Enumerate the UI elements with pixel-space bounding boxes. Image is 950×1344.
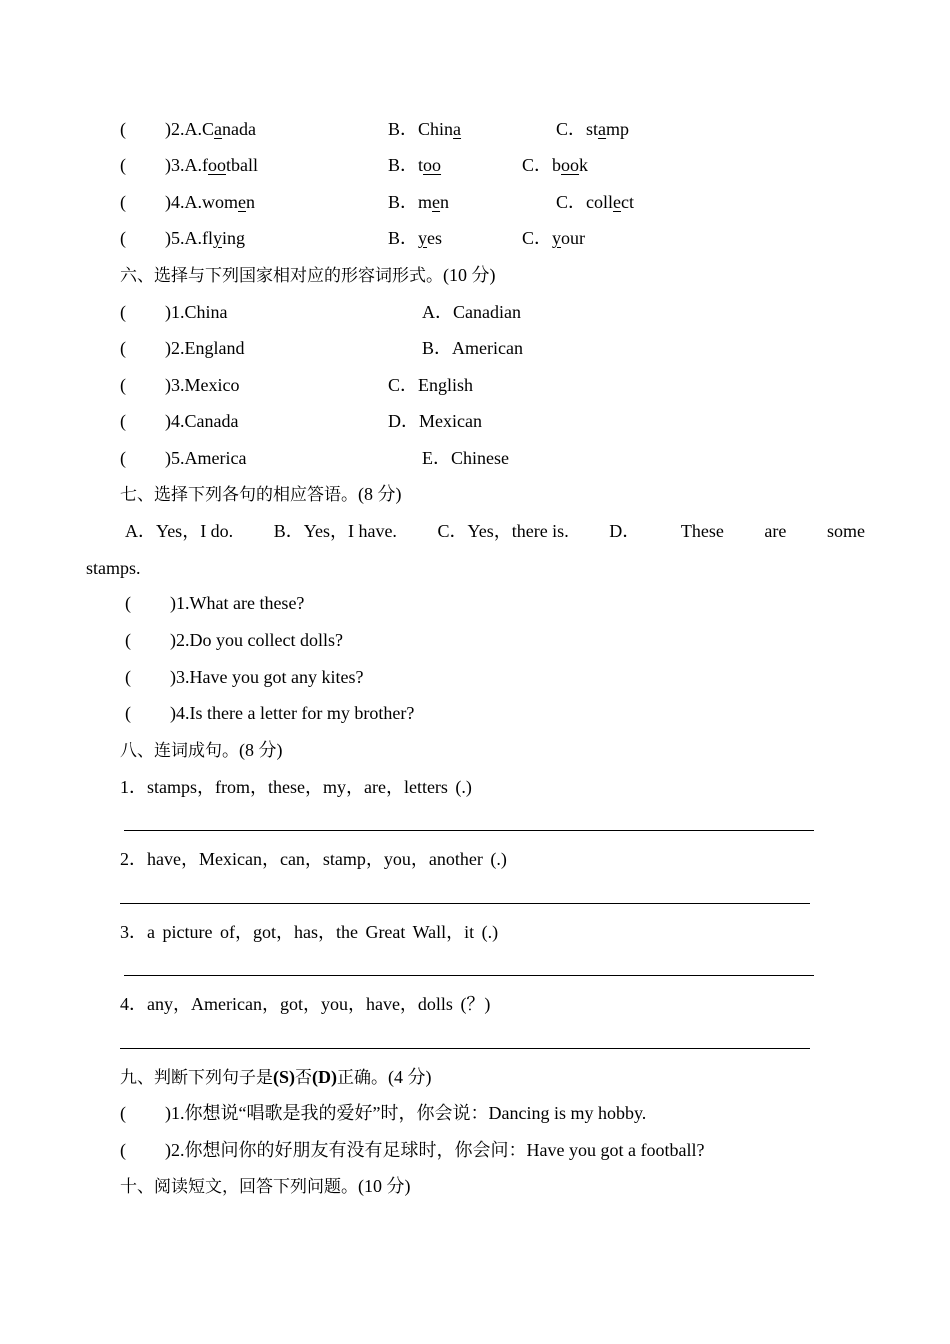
answer-paren[interactable]: ( [120, 302, 126, 322]
answer-line[interactable] [124, 975, 814, 976]
answer-paren[interactable]: ( [120, 228, 126, 248]
section6-heading: 六、选择与下列国家相对应的形容词形式。(10 分) [120, 265, 496, 286]
answer-paren[interactable]: ( [120, 338, 126, 358]
answer-paren[interactable]: ( [120, 411, 126, 431]
item-c: C．stamp [556, 119, 630, 139]
question-item: )4.Is there a letter for my brother? [170, 703, 415, 723]
country-item: )4.Canada [165, 411, 239, 431]
answer-paren[interactable]: ( [125, 703, 131, 723]
question-item: )3.Have you got any kites? [170, 667, 364, 687]
answer-paren[interactable]: ( [120, 119, 126, 139]
item-b: B．too [388, 155, 442, 175]
item-c: C．book [522, 155, 589, 175]
option-a: A．Yes，I do. [125, 521, 234, 541]
item-a: )5.A.flying [165, 228, 246, 248]
answer-paren[interactable]: ( [120, 1103, 126, 1123]
option-d-word: some [826, 521, 865, 541]
option-d-continued: stamps. [86, 558, 141, 578]
option-d-word: These [680, 521, 724, 541]
answer-line[interactable] [124, 830, 814, 831]
country-item: )3.Mexico [165, 375, 240, 395]
item-b: B．China [388, 119, 462, 139]
option-d-word: are [764, 521, 787, 541]
item-b: B．men [388, 192, 450, 212]
item-a: )2.A.Canada [165, 119, 256, 139]
judgement-item: )1.你想说“唱歌是我的爱好”时，你会说：Dancing is my hobby. [165, 1103, 647, 1123]
answer-paren[interactable]: ( [120, 192, 126, 212]
section10-heading: 十、阅读短文，回答下列问题。(10 分) [120, 1176, 411, 1197]
item-c: C．collect [556, 192, 635, 212]
section8-heading: 八、连词成句。(8 分) [120, 740, 283, 761]
item-b: B．yes [388, 228, 443, 248]
option-b: B．Yes，I have. [273, 521, 397, 541]
adjective-option: D．Mexican [388, 411, 482, 431]
adjective-option: C．English [388, 375, 474, 395]
section9-heading: 九、判断下列句子是(S)否(D)正确。(4 分) [120, 1067, 432, 1088]
item-a: )4.A.women [165, 192, 255, 212]
country-item: )5.America [165, 448, 247, 468]
scrambled-sentence: 1．stamps，from，these，my，are，letters (.) [120, 777, 472, 797]
item-c: C．your [522, 228, 586, 248]
country-item: )1.China [165, 302, 228, 322]
option-d: D． [609, 521, 641, 541]
answer-line[interactable] [120, 903, 810, 904]
section7-heading: 七、选择下列各句的相应答语。(8 分) [120, 484, 402, 505]
answer-paren[interactable]: ( [125, 630, 131, 650]
answer-paren[interactable]: ( [120, 375, 126, 395]
answer-paren[interactable]: ( [120, 448, 126, 468]
judgement-item: )2.你想问你的好朋友有没有足球时，你会问：Have you got a football? [165, 1140, 705, 1160]
answer-line[interactable] [120, 1048, 810, 1049]
answer-paren[interactable]: ( [125, 667, 131, 687]
question-item: )1.What are these? [170, 593, 305, 613]
answer-paren[interactable]: ( [120, 155, 126, 175]
item-a: )3.A.football [165, 155, 258, 175]
answer-paren[interactable]: ( [125, 593, 131, 613]
answer-paren[interactable]: ( [120, 1140, 126, 1160]
option-c: C．Yes，there is. [437, 521, 569, 541]
country-item: )2.England [165, 338, 245, 358]
scrambled-sentence: 4．any，American，got，you，have，dolls (？) [120, 994, 491, 1014]
scrambled-sentence: 3．a picture of，got，has，the Great Wall，it (.) [120, 922, 499, 942]
response-options [125, 520, 865, 542]
adjective-option: E．Chinese [422, 448, 509, 468]
adjective-option: A．Canadian [422, 302, 521, 322]
adjective-option: B．American [422, 338, 523, 358]
scrambled-sentence: 2．have，Mexican，can，stamp，you，another (.) [120, 849, 507, 869]
question-item: )2.Do you collect dolls? [170, 630, 343, 650]
